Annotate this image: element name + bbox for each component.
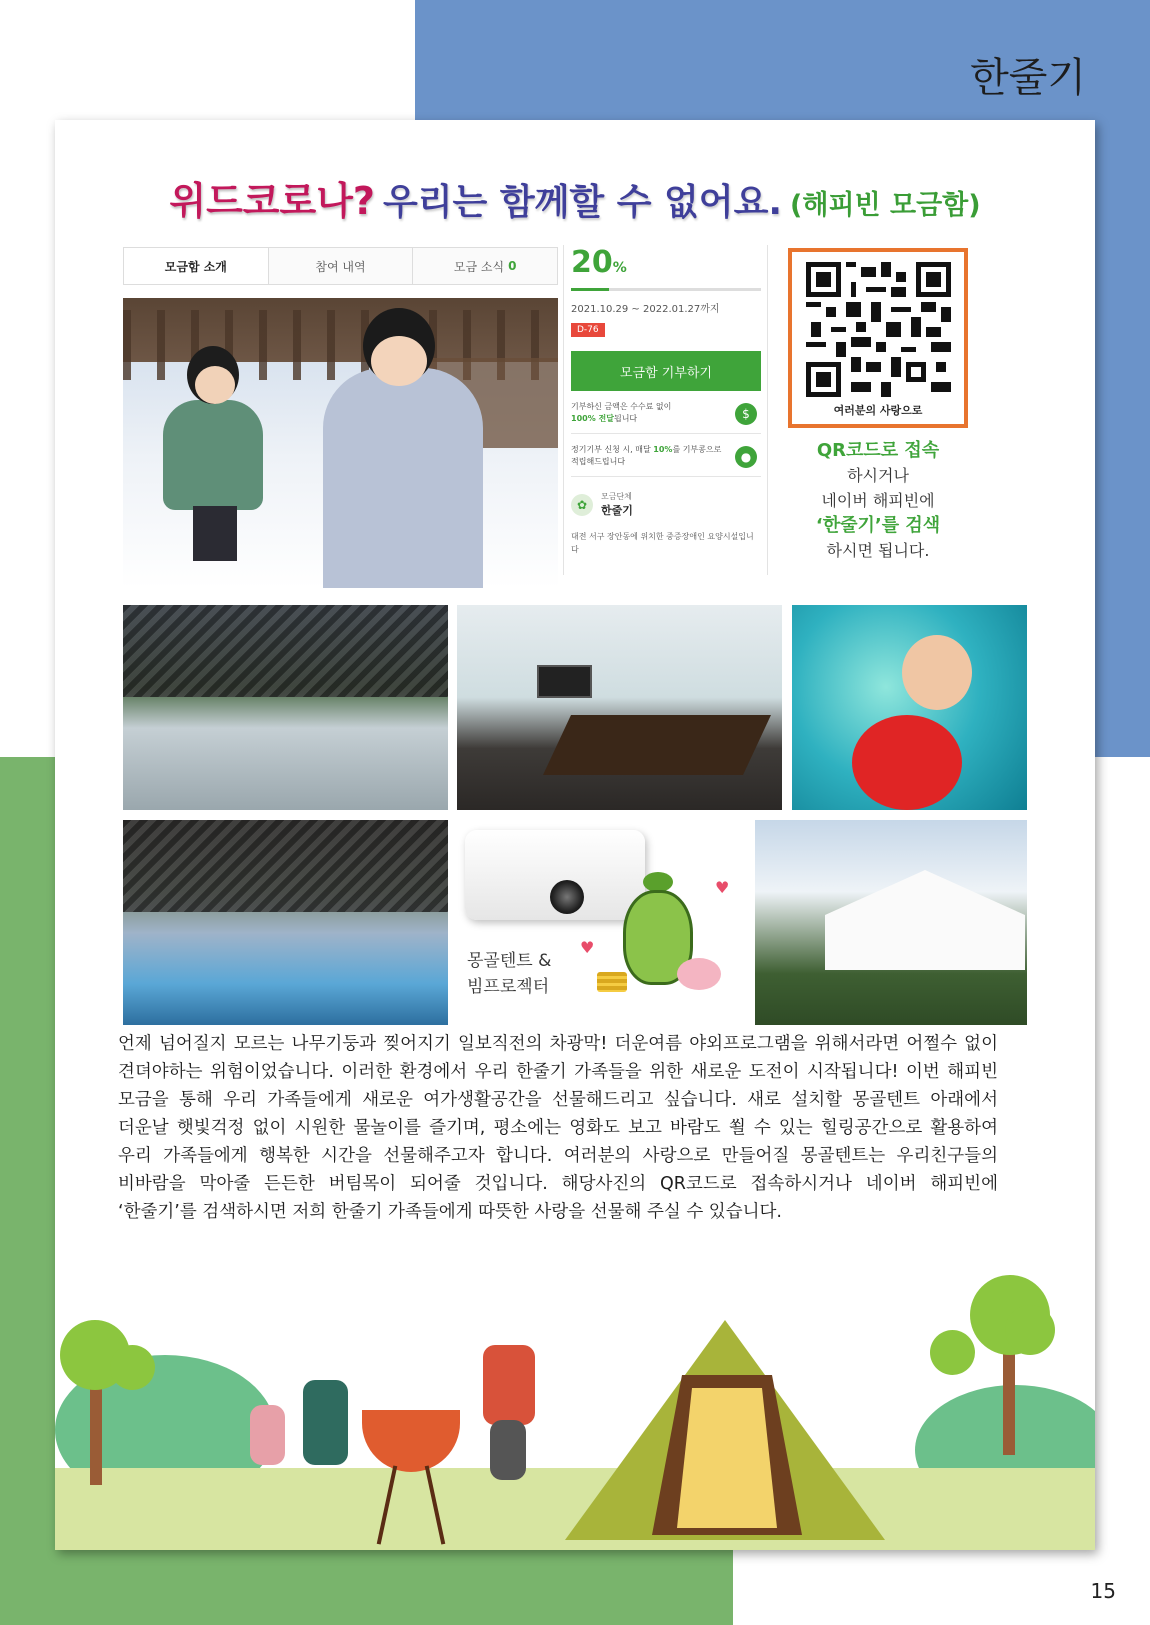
regular-note-text: 정기기부 신청 시, 매달	[571, 445, 651, 454]
photo-kid-in-pool	[792, 605, 1027, 810]
qr-line1: QR코드로 접속	[816, 440, 940, 461]
tab-news-count: 0	[508, 259, 517, 273]
qr-line2: 하시거나	[847, 466, 909, 485]
tab-participation[interactable]	[269, 248, 414, 284]
tab-intro[interactable]	[124, 248, 269, 284]
photo-old-shade-canopy	[123, 605, 448, 810]
dday-badge: D-76	[571, 323, 605, 337]
progress-percent	[571, 245, 761, 280]
page-number: 15	[1090, 1579, 1116, 1603]
qr-line3: 네이버 해피빈에	[821, 491, 935, 510]
section-title: 한줄기	[970, 55, 1086, 101]
fee-note-tail: 됩니다	[613, 414, 638, 423]
piggy-bank-icon	[677, 958, 721, 990]
qr-code-box[interactable]	[788, 248, 968, 428]
photo-caption	[467, 948, 551, 1000]
panel-divider	[563, 245, 564, 575]
photo-kids-in-snow	[123, 298, 558, 588]
progress-bar-fill	[571, 288, 609, 291]
fundraiser-tabs	[123, 247, 558, 285]
photo-caption-line2: 빔프로젝터	[467, 977, 550, 997]
qr-instructions	[768, 438, 988, 563]
headline-part3: (해피빈 모금함)	[790, 190, 981, 221]
headline-part1: 위드코로나?	[169, 179, 375, 223]
fee-note-bold: 100% 전달	[571, 414, 614, 423]
campaign-period: 2021.10.29 ~ 2022.01.27까지	[571, 304, 720, 315]
qr-line4: ‘한줄기’를 검색	[815, 515, 941, 536]
fee-note-text: 기부하신 금액은 수수료 없이	[571, 402, 672, 411]
photo-caption-line1: 몽골텐트 &	[467, 951, 552, 971]
fee-note	[571, 401, 761, 434]
org-label: 모금단체	[601, 492, 632, 501]
coins-icon	[597, 972, 627, 992]
org-description: 대전 서구 장안동에 위치한 중증장애인 요양시설입니다	[571, 532, 754, 554]
heart-icon: ♥	[715, 878, 730, 897]
tab-intro-label: 모금함 소개	[164, 259, 227, 274]
headline	[55, 170, 1095, 225]
photo-meeting-room	[457, 605, 782, 810]
donation-panel	[571, 245, 761, 575]
body-paragraph: 언제 넘어질지 모르는 나무기둥과 찢어지기 일보직전의 차광막! 더운여름 야외프로그램을 위해서라면 어쩔수 없이 견뎌야하는 위험이었습니다. 이러한 환경에서 우리 한줄기 가족들을 위한 새로운 도전이 시작됩니다! 이번 해피빈 모금을 통해 우리 가족들에게 새로운 여가생활공간을 선물해드리고 싶습니다. 새로 설치할 몽골텐트 아래에서 더운날 햇빛걱정 없이 시원한 물놀이를 즐기며, 평소에는 영화도 보고 바람도 쐴 수 있는 힐링공간으로 활용하여 우리 가족들에게 행복한 시간을 선물해주고자 합니다. 여러분의 사랑으로 만들어질 몽골텐트는 우리친구들의 비바람을 막아줄 든든한 버팀목이 되어줄 것입니다. 해당사진의 QR코드로 접속하시거나 네이버 해피빈에 ‘한줄기’를 검색하시면 저희 한줄기 가족들에게 따뜻한 사랑을 선물해 주실 수 있습니다.	[118, 1034, 998, 1222]
sprout-icon: ✿	[571, 494, 593, 516]
qr-code-icon	[806, 262, 951, 397]
headline-part2: 우리는 함께할 수 없어요.	[382, 182, 783, 223]
qr-caption: 여러분의 사랑으로	[833, 404, 923, 417]
regular-note-bold: 10%	[653, 445, 673, 454]
tab-news[interactable]	[413, 248, 557, 284]
regular-note	[571, 444, 761, 477]
progress-percent-value: 20	[571, 245, 613, 280]
photo-mongol-tent	[755, 820, 1027, 1025]
page-card	[55, 120, 1095, 1550]
org-name: 한줄기	[601, 504, 633, 517]
qr-line5: 하시면 됩니다.	[826, 541, 930, 560]
organization	[571, 491, 761, 518]
progress-percent-unit: %	[612, 260, 627, 276]
bean-icon: ●	[735, 446, 757, 468]
regular-note-tail: 를 기부콩으로 적립해드립니다	[571, 445, 722, 466]
projector-illustration	[465, 830, 645, 920]
photo-outdoor-pool	[123, 820, 448, 1025]
bean-leaf	[643, 872, 673, 892]
tab-news-label: 모금 소식	[453, 259, 505, 274]
coin-stack-icon: $	[735, 403, 757, 425]
tab-participation-label: 참여 내역	[315, 259, 366, 274]
progress-bar	[571, 288, 761, 291]
donate-button[interactable]: 모금함 기부하기	[571, 351, 761, 391]
heart-icon: ♥	[580, 938, 595, 957]
